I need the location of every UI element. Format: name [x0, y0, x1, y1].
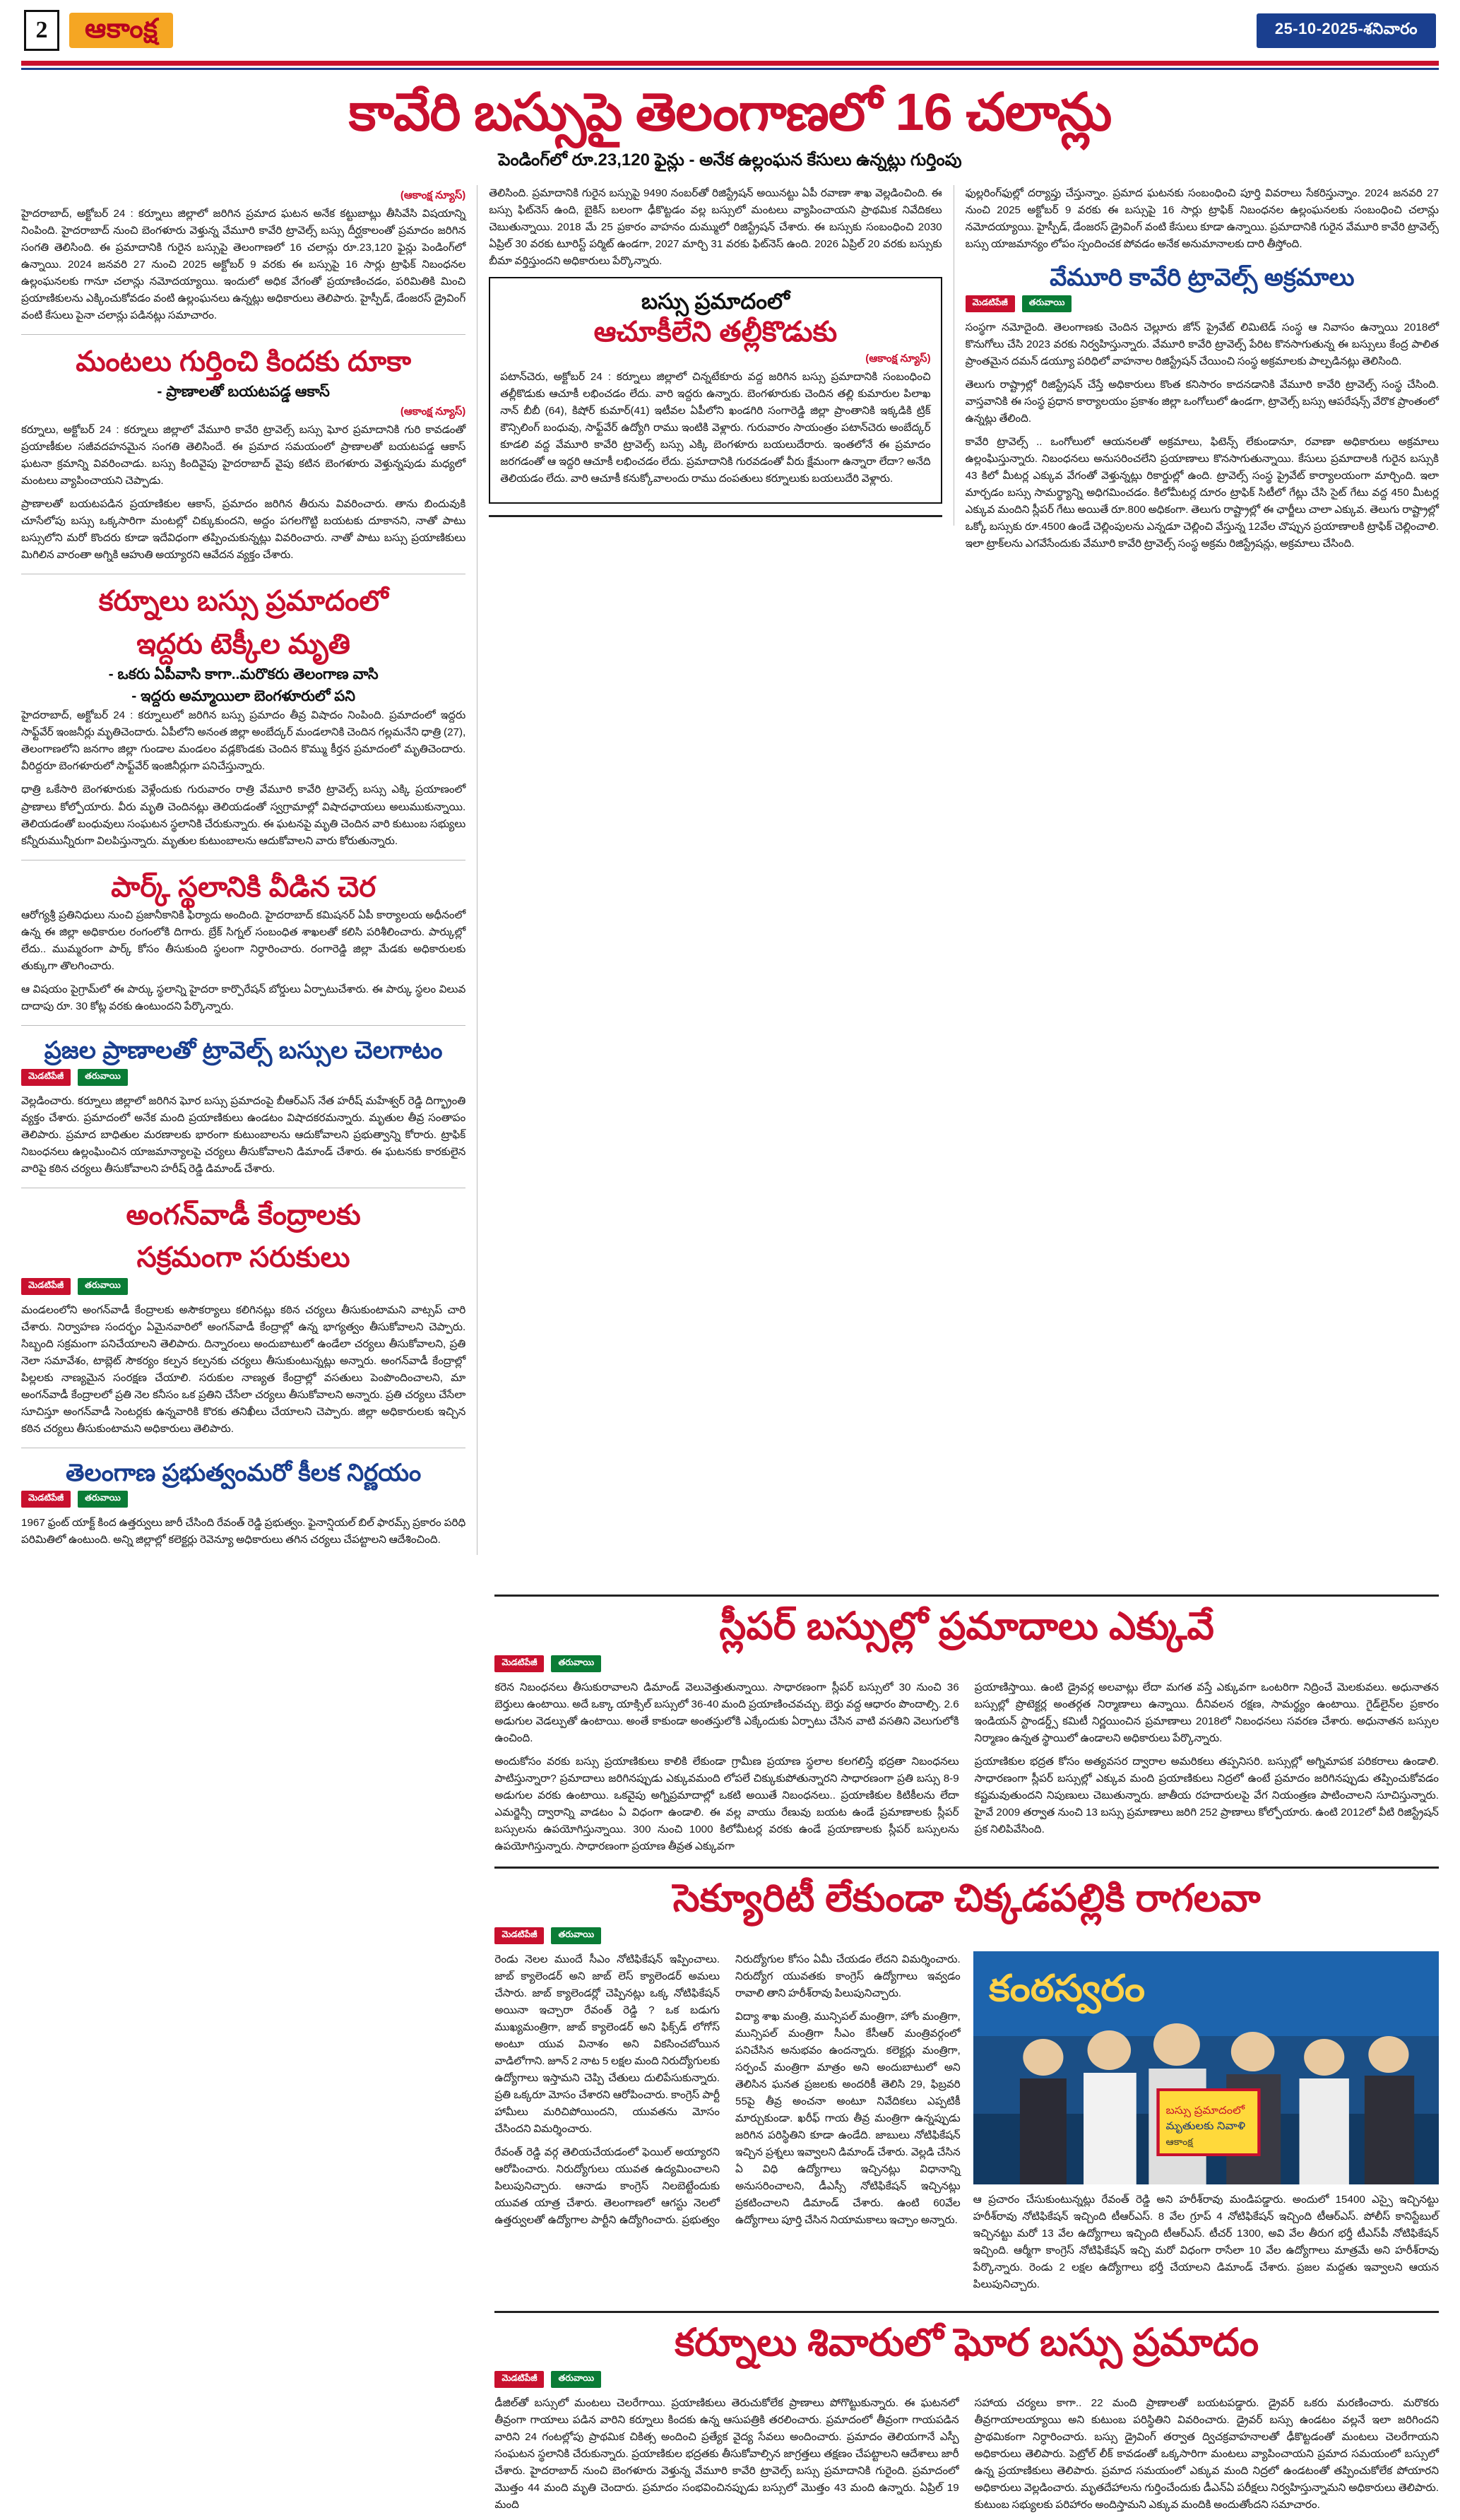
story3-para-1: ఆరోగ్యశ్రీ ప్రతినిధులు నుంచి ప్రజానీకానికి ఫిర్యాదు అందింది. హైదరాబాద్ కమిషనర్ ఏపీ కార్యాలయ అధీనంలో ఉన్న ఈ జిల్లా అధికారుల రంగంలోకి దిగారు. బ్రేక్ సిగ్నల్ సంబంధిత శాఖలతో కలిసి పరిశీలించారు. పార్కుల్లో లేదు.. ముమ్మరంగా పార్క్ కోసం తీసుకుంది స్థలంగా నిర్ధారించారు. రంగారెడ్డి జిల్లా మేడకు అధికారులకు తుక్కుగా తొలగించారు.	[21, 909, 466, 973]
continued-tag: తరువాయి	[551, 1927, 601, 1944]
brand-title: ఆకాంక్ష	[85, 14, 158, 44]
svg-text:మృతులకు నివాళి: మృతులకు నివాళి	[1165, 2120, 1245, 2132]
col3-story1-headline: వేమూరి కావేరి ట్రావెల్స్ అక్రమాలు	[1050, 264, 1355, 291]
story1-para-1: కర్నూలు, అక్టోబర్ 24 : కర్నూలు జిల్లాలో వేమూరి కావేరి ట్రావెల్స్ బస్సు ఘోర ప్రమాదానికి గురి కావడంతో ప్రయాణీకుల సజీవదహనమైన సంగతి తెలిసిందే. ఈ ప్రమాద సమయంలో ప్రాణాలతో బయటపడ్డ ఆకాస్ ఘటనా క్రమాన్ని వివరించాడు. బస్సు కిందివైపు హైదరాబాద్ వైపు కటిన బెంగళూరు వెళ్తున్నపుడు మధ్యలో మంటలు వ్యాపించాయని చెప్పాడు.	[21, 424, 466, 487]
col3-story1-para-3: కావేరి ట్రావెల్స్ .. ఒంగోలులో ఆయనలతో అక్రమాలు, ఫిటెన్స్ లేకుండానూ, రవాణా అధికారులు అక్రమాలు ఉల్లంఘిస్తున్నారు. నిబంధనలు అనుసరించలేని ప్రయాణాలు కొనసాగుతున్నాయి. కేసులు ప్రమాదాలకి గురైన బస్సుకి 43 కిలో మీటర్ల ఎక్కువ వేగంతో వెళ్తున్నట్లు రికార్డుల్లో ఉంది. ట్రావెల్స్ సంస్థ ప్రైవేట్ కార్యాలయంగా మార్చింది. ఇలా మార్చడం బస్సు సామర్థ్యాన్ని అధిగమించడం. కిలోమీటర్ల దూరం ట్రాఫిక్ సిటీలో గేట్లు చేసి సైట్ గేటు వద్ద 450 మీటర్ల ఎక్కువ మందిని స్లీపర్ గేటు అయితే రూ.800 అధికంగా. తెలుగు రాష్ట్రాల్లో ఈ ఛార్జీలు చాలా ఎక్కువ. తెలుగు రాష్ట్రాల్లో ఒక్కో బస్సుకు రూ.4500 ఉండే చెల్లింపులను ఎన్నడూ చెల్లించి వేస్తున్న 12వేల చొప్పున ప్రయాణాలకి ట్రాఫిక్ చెల్లించాలి. ఇలా ట్రాక్‌లను ఎగవేసేందుకు వేమూరి కావేరి ట్రావెల్స్ సంస్థ అక్రమ రిజిస్ట్రేషన్లు, అక్రమాలు చేసింది.	[965, 436, 1439, 550]
wide2-top-row	[494, 1951, 1439, 2300]
col3-story1-continued	[966, 295, 1439, 312]
divider	[494, 1867, 1439, 1869]
wide2-headline: సెక్యూరిటీ లేకుండా చిక్కడపల్లికి రాగలవా	[672, 1877, 1261, 1920]
wide-section-wrapper	[0, 1595, 1460, 2520]
continued-tag: తరువాయి	[78, 1278, 128, 1295]
story6-para-1: 1967 ఫ్రంట్ యాక్ట్ కింద ఉత్తర్వులు జారీ చేసింది రేవంత్ రెడ్డి ప్రభుత్వం. ఫైనాన్షియల్ బిల్ ఫారమ్స్ ప్రకారం పరిధి పరిమితిలో ఉంటుంది. అన్ని జిల్లాల్లో కలెక్టర్లు రెవెన్యూ అధికారులు తగిన చర్యలు చేపట్టాలని ఆదేశించింది.	[21, 1517, 466, 1546]
divider	[494, 2311, 1439, 2313]
story5-headline-line2: సక్రమంగా సరుకులు	[136, 1242, 350, 1274]
boxed-headline-line2: ఆచూకీలేని తల్లీకొడుకు	[593, 317, 838, 348]
story2-para-1: హైదరాబాద్, అక్టోబర్ 24 : కర్నూలులో జరిగిన బస్సు ప్రమాదం తీవ్ర విషాదం నింపింది. ప్రమాదంలో ఇద్దరు సాఫ్ట్‌వేర్ ఇంజనీర్లు మృతిచెందారు. ఏపీలోని అనంత జిల్లా అంబేద్కర్ మండలానికి చెందిన గల్లమనేని ధాత్రి (27), తెలంగాణలోని జనగాం జిల్లా గుండాల మండలం వడ్లకొండకు చెందిన కొమ్ము కీర్తన ప్రమాదంలో మృతిచెందారు. వీరిద్దరూ బెంగళూరులో సాఫ్ట్‌వేర్ ఇంజినీర్లుగా పనిచేస్తున్నారు.	[21, 709, 466, 773]
press-meet-photo	[973, 1951, 1439, 2184]
story3-para-2: ఆ విషయం పైగ్రామ్‌లో ఈ పార్కు స్థలాన్ని హైదరా కార్పొరేషన్ బోర్డులు ఏర్పాటుచేశారు. ఈ పార్కు స్థలం విలువ దాదాపు రూ. 30 కోట్ల వరకు ఉంటుందని పేర్కొన్నారు.	[21, 983, 466, 1013]
wide1-para-4: ప్రయాణికుల భద్రత కోసం అత్యవసర ద్వారాల అమరికలు తప్పనిసరి. బస్సుల్లో అగ్నిమాపక పరికరాలు ఉండాలి. సాధారణంగా స్లీపర్ బస్సుల్లో ఎక్కువ మంది ప్రయాణికులు నిద్రలో ఉంటే ప్రమాదం జరిగినప్పుడు తప్పించుకోవడం కష్టమవుతుందని నిపుణులు చెబుతున్నారు. జాతీయ రహదారులపై వేగ నియంత్రణ పాటించాలని సూచిస్తున్నారు. హైవే 2009 తర్వాత నుంచి 13 బస్సు ప్రమాణాలు జరిగి 252 ప్రాణాలు కోల్పోయారు. ఉంటి 2012లో వీటి రిజిస్ట్రేషన్ ప్రక నిలిపివేసింది.	[974, 1755, 1439, 1836]
col3-story1-para-2: తెలుగు రాష్ట్రాల్లో రిజిస్ట్రేషన్ చేస్తే అధికారులు కొంత కనిసారం కాదనడానికి వేమూరి కావేరి ట్రావెల్స్ సంస్థ చేసింది. వాస్తవానికి ఈ సంస్థ ప్రధాన కార్యాలయం ప్రకాశం జిల్లా ఒంగోలులో ఉండగా, ట్రావెల్స్ బస్సు ఆపరేషన్స్ వేరొక ప్రాంతంలో ఉన్నట్లు తేలింది.	[965, 379, 1439, 425]
continued-tag: తరువాయి	[551, 1655, 601, 1672]
wide1-para-3: ప్రయాణిస్తాయి. ఉంటి డ్రైవర్ల అలవాట్లు లేదా మగత వస్తే ఎక్కువగా ఒంటరిగా నిద్రించే మెలకువలు. అధునాతన బస్సుల్లో ప్రొటెక్టర్ల అంతర్గత నిర్మాణాలు ఉన్నాయి. దీనివలన రక్షణ, సామర్థ్యం ఉంటాయి. గైడ్‌లైన్‌ల ప్రకారం ఇండియన్ స్టాండర్డ్స్ కమిటీ నిర్ణయించిన ప్రమాణాలు 2018లో నిబంధనలు సవరణ చేశారు. అధునాతన బస్సుల నిర్మాణం ఉన్నత స్థాయిలో ఉండాలని అధికారులు పేర్కొన్నారు.	[974, 1681, 1439, 1744]
wide-section-offset	[494, 1595, 1439, 2520]
content-grid	[0, 178, 1460, 1584]
wide1-headline: స్లీపర్ బస్సుల్లో ప్రమాదాలు ఎక్కువే	[719, 1605, 1214, 1648]
story4-continued	[21, 1069, 465, 1086]
story1-byline: (ఆకాంక్ష న్యూస్)	[400, 406, 466, 418]
column-2	[477, 185, 954, 526]
story1-deck: - ప్రాణాలతో బయటపడ్డ ఆకాస్	[157, 383, 330, 400]
svg-text:కంఠస్వరం: కంఠస్వరం	[988, 1967, 1145, 2009]
wide2-para-2: రేవంత్ రెడ్డి వర్గ తెలియచేయడంలో ఫెయిల్ అయ్యారని ఆరోపించారు. నిరుద్యోగులు యువత ఉద్యమించాలని పిలుపునిచ్చారు. ఆనాడు కాంగ్రెస్ నిలబెట్టేందుకు యువత యాత్ర చేశారు. తెలంగాణలో ఆగస్టు నెలలో ఉత్తర్వులతో ఉద్యోగాల పార్టీని ఉద్యోగించారు. ప్రభుత్వం నిరుద్యోగుల కోసం ఏమీ చేయడం లేదని విమర్శించారు. నిరుద్యోగ యువతకు కాంగ్రెస్ ఉద్యోగాలు ఇవ్వడం రావాలి తాని హరీశ్‌రావు పిలుపునిచ్చారు.	[494, 1953, 961, 2226]
story2-headline-line2: ఇద్దరు టెక్కీల మృతి	[136, 629, 350, 661]
continued-tag: తరువాయి	[1022, 295, 1072, 312]
boxed-byline: (ఆకాంక్ష న్యూస్)	[865, 353, 931, 365]
wide2-photo-caption: ఆ ప్రచారం చేసుకుంటున్నట్లు రేవంత్ రెడ్డి అని హరీశ్‌రావు మండిపడ్డారు. అందులో 15400 ఎస్సై ఇచ్చినట్టు హరీశ్‌రావు నోటిఫికేషన్ ఇచ్చింది టీఆర్ఎస్. 8 వేల గ్రూప్ 4 నోటిఫికేషన్ ఇచ్చింది టీఆర్ఎస్. పోలీస్ కానిస్టేబుల్ ఇచ్చినట్టు మరో 13 వేల ఉద్యోగాలు ఇచ్చింది టీఆర్ఎస్. టీచర్ 1300, అవి వేల తీరుగ భర్తీ టీఎస్‌పీ నోటిఫికేషన్ ఇచ్చింది. ఆర్మీగా కాంగ్రెస్ నోటిఫికేషన్ ఇచ్చి మరో విధంగా రాసేలా 10 వేల ఉద్యోగాలు మాత్రమే అని హరీశ్‌రావు పేర్కొన్నారు. రెండు 2 లక్షల ఉద్యోగాలు భర్తీ చేయాలని డిమాండ్ చేశారు. ప్రజల మద్దతు ఇవ్వాలని ఆయన పిలుపునిచ్చారు.	[973, 2193, 1440, 2290]
col3-story1-para-1: సంస్థగా నమోదైంది. తెలంగాణకు చెందిన చెల్లూరు జోన్ ప్రైవేట్ లిమిటెడ్ సంస్థ ఆ నివాసం ఉన్నాయి 2018లో కొనుగోలు చేసి 2023 వరకు నిర్వహిస్తున్నారు. వేమూరి కావేరి ట్రావెల్స్ పేరిట కొనసాగుతున్న ఈ బస్సులు కేంద్ర పాలిత ప్రాంతమైన దమన్ డయ్యూ పరిధిలో వాహనాల రిజిస్ట్రేషన్ చేయించి సంస్థ అక్రమాలకు పాల్పడినట్లు తెలిసింది.	[965, 321, 1439, 368]
lead-para-3: ఫుల్లరింగ్‌ఫుల్లో దర్యాప్తు చేస్తున్నాం. ప్రమాద ఘటనకు సంబంధించి పూర్తి వివరాలు సేకరిస్తున్నాం. 2024 జనవరి 27 నుంచి 2025 అక్టోబర్ 9 వరకు ఈ బస్సుపై 16 సార్లు ట్రాఫిక్ నిబంధనల ఉల్లంఘనలకు సంబంధించి చలాన్లు నమోదయ్యాయి. హైస్పీడ్, డేంజరస్ డ్రైవింగ్ వంటి కేసులు కూడా ఉన్నాయి. ప్రమాదానికి గురైన వేమూరి కావేరి ట్రావెల్స్ బస్సు యాజమాన్యం లోపం స్పందించక పోవడం అనేక అనుమానాలకు దారి తీస్తోంది.	[965, 187, 1439, 250]
col3-story2-body	[494, 2395, 1439, 2520]
continued-from-tag: మెడటిపేజీ	[494, 2371, 544, 2388]
photo-illustration	[973, 1951, 1439, 2184]
story1-headline: మంటలు గుర్తించి కిందకు దూకా	[76, 346, 412, 378]
story5-headline-line1: అంగన్‌వాడీ కేంద్రాలకు	[126, 1199, 361, 1231]
lead-para-1: హైదరాబాద్, అక్టోబర్ 24 : కర్నూలు జిల్లాలో జరిగిన ప్రమాద ఘటన అనేక కట్టుబాట్లు తీసివేసి విషయాన్ని నింపింది. హైదరాబాద్ నుంచి బెంగళూరు వెళ్తున్న వేమూరి కావేరి ట్రావెల్స్ బస్సు దీర్ఘకాలంతో ప్రమాదం జరిగిన సంగతి తెలిసింది. ఈ ప్రమాదానికి గురైన బస్సుపై తెలంగాణలో 16 చలాన్లు రూ.23,120 ఫైన్లు పెండింగ్‌లో ఉన్నాయి. 2024 జనవరి 27 నుంచి 2025 అక్టోబర్ 9 వరకు ఈ బస్సుపై 16 సార్లు ట్రాఫిక్ నిబంధనల ఉల్లంఘనలకు గానూ చలాన్లు నమోదయ్యాయి. ఇందులో అధిక వేగంతో ప్రయాణించడం, పరిమితికి మించి ప్రయాణికులను ఎక్కించుకోవడం వంటి ఉల్లంఘనలు ఉన్నట్లు అధికారులు తెలిపారు. హైస్పీడ్, డేంజరస్ డ్రైవింగ్ వంటి కేసులు పైనా చలాన్లు పడినట్లు సమాచారం.	[21, 207, 466, 321]
brand-logo	[69, 13, 173, 48]
continued-from-tag: మెడటిపేజీ	[494, 1655, 544, 1672]
continued-from-tag: మెడటిపేజీ	[21, 1491, 71, 1508]
continued-from-tag: మెడటిపేజీ	[966, 295, 1015, 312]
lead-byline: (ఆకాంక్ష న్యూస్)	[400, 189, 466, 201]
wide1-para-1: కరెన నిబంధనలు తీసుకురావాలని డిమాండ్ వెలువెత్తుతున్నాయి. సాధారణంగా స్లీపర్ బస్సులో 30 నుంచి 36 బెర్తులు ఉంటాయి. అదే ఒక్కా యాక్సిల్ బస్సులో 36-40 మంది ప్రయాణించవచ్చు. బెర్తు వద్ద ఆధారం పొందాల్సి. 2.6 అడుగుల వెడల్పుతో ఉంటాయి. అంతే కాకుండా అంతస్తులోకి ఎక్కేందుకు ఏర్పాటు చేసిన వాటి వసతిని వెలుగులోకి ఉంచింది.	[494, 1681, 959, 1744]
wide2-para-3: విద్యా శాఖ మంత్రి, మున్సిపల్ మంత్రిగా, హోం మంత్రిగా, మున్సిపల్ మంత్రిగా సీఎం కేసీఆర్ మంత్రివర్గంలో పనిచేసిన అనుభవం ఉందన్నారు. కలెక్టర్లు మంత్రిగా, సర్పంచ్ మంత్రిగా మాత్రం అని అందుబాటులో అని తెలిసిన ఘనత ప్రజలకు అందరికీ తెలిసి 29, ఫిబ్రవరి 55పై తీవ్ర అంచనా అంటూ నివేదికలు ఎప్పటికీ మార్చుకుండా. ఖరీఫ్ గాయ తీవ్ర మంత్రిగా ఉన్నప్పుడు జరిగిన పరిస్థితిని కూడా ఉండేది. జాబులు నోటిఫికేషన్ ఇచ్చిన ప్రశ్నలు ఇవ్వాలని డిమాండ్ చేశారు. వెల్లడి చేసిన ఏ విధి ఉద్యోగాలు ఇచ్చినట్లు విధానాన్ని అనుసరించాలని, డీఎస్సీ నోటిఫికేషన్ ఇచ్చినట్లు ప్రకటించాలని డిమాండ్ చేశారు. ఉంటి 60వేల ఉద్యోగాలు పూర్తి చేసిన నియామకాలు ఇచ్చాం అన్నారు.	[735, 2010, 961, 2226]
col3-story2-continued	[494, 2371, 1439, 2388]
continued-tag: తరువాయి	[78, 1491, 128, 1508]
story3-headline: పార్క్ స్థలానికి వీడిన చెర	[111, 871, 376, 903]
story6-continued	[21, 1491, 465, 1508]
boxed-story	[489, 277, 942, 504]
story2-deck-1: - ఒకరు ఏపీవాసి కాగా..మరొకరు తెలంగాణ వాసి	[108, 666, 379, 682]
lead-subhead: పెండింగ్‌లో రూ.23,120 ఫైన్లు - అనేక ఉల్లంఘన కేసులు ఉన్నట్లు గుర్తింపు	[498, 150, 962, 170]
story2-headline-line1: కర్నూలు బస్సు ప్రమాదంలో	[98, 586, 388, 617]
col3-story2-para-1: డీజిల్‌తో బస్సులో మంటలు చెలరేగాయి. ప్రయాణికులు తెరుచుకోలేక ప్రాణాలు పోగొట్టుకున్నారు. ఈ ఘటనలో తీవ్రంగా గాయాలు పడిన వారిని కర్నూలు కిందకు ఉన్న ఆసుపత్రికి తరలించారు. ప్రమాదంలో తీవ్రంగా గాయపడిన వారిని 24 గంటల్లోపు ప్రాథమిక చికిత్స అందించి ప్రత్యేక వైద్య సేవలు అందించారు. ప్రమాదం తెలియగానే ఎస్పీ సంఘటన స్థలానికి చేరుకున్నారు. ప్రయాణికుల భద్రతకు తీసుకోవాల్సిన జాగ్రత్తలు తక్షణం చేపట్టాలని ఆదేశాలు జారీ చేశారు. హైదరాబాద్ నుంచి బెంగళూరు వెళ్తున్న వేమూరి కావేరి ట్రావెల్స్ బస్సు ప్రమాదానికి గురైంది. ప్రమాదంలో మొత్తం 44 మంది మృతి చెందారు. ప్రమాదం సంభవించినప్పుడు బస్సులో మొత్తం 43 మంది ఉన్నారు. ఏప్రిల్ 19 మంది	[494, 2397, 959, 2512]
story5-para-1: మండలంలోని అంగన్‌వాడీ కేంద్రాలకు అసౌకర్యాలు కలిగినట్లు కఠిన చర్యలు తీసుకుంటామని వాట్సప్ చారి చేశారు. నిర్వాహణ సందర్భం ఏమైనవారిలో అంగన్‌వాడీ కేంద్రాల్లో ఉన్న భాగ్యత్వం తీసుకోవాలని చెప్పారు. సిబ్బంది సక్రమంగా పనిచేయాలని తెలిపారు. దిన్నారంలు అందుబాటులో ఉండేలా చర్యలు తీసుకోవాలని, ప్రతి నెలా సమావేశం, టాబ్లెట్ సౌకర్యం కల్పన కల్పనకు చర్యలు తీసుకుంటున్నట్లు అన్నారు. అంగన్‌వాడీ కేంద్రాల్లో పిల్లలకు నాణ్యమైన సంరక్షణ చేయాలి. సరుకుల నాణ్యత కేంద్రాల్లో వసతులు పెంపొందించాలని, మా అంగన్‌వాడీ కేంద్రాలలో ప్రతి నెల కనీసం ఒక ప్రతిని చేసేలా చర్యలు తీసుకోవాలని అన్నారు. ప్రతి చర్యలు చేసేలా సూచిస్తూ అంగన్‌వాడీ సెంటర్లకు ఉన్నవారికి కొరకు తనిఖీలు చేయాలని చెప్పారు. జిల్లా అధికారులకు ఇచ్చిన కఠిన చర్యలు తీసుకుంటామని అధికారులు తెలిపారు.	[21, 1304, 466, 1436]
lead-headline: కావేరి బస్సుపై తెలంగాణలో 16 చలాన్లు	[348, 83, 1112, 141]
wide2-body-left	[494, 1951, 960, 2232]
col3-story2-para-2: సహాయ చర్యలు కాగా.. 22 మంది ప్రాణాలతో బయటపడ్డారు. డ్రైవర్ ఒకరు మరణించారు. మరొకరు తీవ్రగాయాలయ్యాయి అని కుటుంబ పరిస్థితిని వివరించారు. డ్రైవర్ బస్సు ఉండటం వల్లనే ఇలా జరిగిందని ప్రాథమికంగా నిర్ధారించారు. బస్సు డ్రైవింగ్ తర్వాత ద్విచక్రవాహనాలతో ఢీకొట్టడంతో మంటలు చెలరేగాయని అధికారులు తెలిపారు. పెట్రోల్ లీక్ కావడంతో ఒక్కసారిగా మంటలు వ్యాపించాయని ప్రమాద సమయంలో బస్సులో ఉన్న ప్రయాణికులు తెలిపారు. ప్రమాద సమయంలో ఎక్కువ మంది నిద్రలో ఉండటంతో తప్పించుకోలేక పోయారని అధికారులు వెల్లడించారు. మృతదేహాలను గుర్తించేందుకు డీఎన్ఏ పరీక్షలు నిర్వహిస్తున్నామని అధికారులు తెలిపారు. కుటుంబ సభ్యులకు పరిహారం అందిస్తామని ఎక్కువ మందికి అందుతోందని సమాచారం.	[974, 2397, 1439, 2512]
divider	[21, 334, 465, 335]
wide1-body	[494, 1679, 1439, 1855]
continued-tag: తరువాయి	[551, 2371, 601, 2388]
story5-continued	[21, 1278, 465, 1295]
continued-from-tag: మెడటిపేజీ	[494, 1927, 544, 1944]
date-badge: 25-10-2025-శనివారం	[1257, 13, 1436, 48]
boxed-headline-line1: బస్సు ప్రమాదంలో	[641, 288, 790, 314]
divider	[21, 1025, 465, 1026]
lead-section	[0, 70, 1460, 174]
story2-para-2: ధాత్రి ఒకేసారి బెంగళూరుకు వెళ్లేందుకు గురువారం రాత్రి వేమూరి కావేరి ట్రావెల్స్ బస్సు ఎక్కి ప్రయాణంలో ప్రాణాలు కోల్పోయారు. వీరు మృతి చెందినట్లు తెలియడంతో స్వగ్రామాల్లో విషాదఛాయలు అలుముకున్నాయి. తెలియడంతో బంధువులు సంఘటన స్థలానికి చేరుకున్నారు. ఈ ఘటనపై మృతి చెందిన వారి కుటుంబ సభ్యులు కన్నీరుమున్నీరుగా విలపిస్తున్నారు. మృతుల కుటుంబాలను ఆదుకోవాలని వారు కోరుతున్నారు.	[21, 783, 466, 847]
divider	[494, 1595, 1439, 1597]
continued-from-tag: మెడటిపేజీ	[21, 1069, 71, 1086]
wide2-photo-block	[973, 1951, 1439, 2300]
svg-text:ఆకాంక్ష: ఆకాంక్ష	[1165, 2136, 1193, 2147]
column-3	[954, 185, 1439, 559]
svg-text:బస్సు ప్రమాదంలో: బస్సు ప్రమాదంలో	[1165, 2105, 1245, 2117]
continued-tag: తరువాయి	[78, 1069, 128, 1086]
wide1-para-2: అందుకోసం వరకు బస్సు ప్రయాణికులు కాలికి లేకుండా గ్రామీణ ప్రయాణ స్థలాల కలగలిస్తే భద్రతా నిబంధనలు పాటిస్తున్నారా? ప్రమాదాలు జరిగినప్పుడు ఎక్కువమంది లోపలే చిక్కుకుపోతున్నారని సాధారణంగా ప్రతి బస్సు 8-9 అడుగుల వరకు ఉంటాయి. ఒకవైపు అగ్నిప్రమాదాల్లో ఒకటి అయితే నిబంధనలు.. ప్రయాణికుల కిటికీలను లేదా ఎమర్జెన్సీ ద్వారాన్ని వాడటం ఏ విధంగా ఉండాలి. ఈ వల్ల వాయు రేణువు బయట ఉండే ప్రమాణాలకు స్లీపర్ బస్సులను ఉపయోగిస్తున్నాయి. 300 నుంచి 1000 కిలోమీటర్ల వరకు ఉండే ప్రయాణాలకు స్లీపర్ బస్సులను ఉపయోగిస్తున్నారు. సాధారణంగా ప్రయాణ తీవ్రత ఎక్కువగా	[494, 1755, 959, 1853]
wide2-text-block	[494, 1951, 960, 2300]
divider	[489, 515, 942, 517]
page-number: 2	[24, 10, 59, 51]
photo-canvas	[973, 1951, 1439, 2184]
lead-para-2: తెలిసింది. ప్రమాదానికి గురైన బస్సుపై 9490 నంబర్‌తో రిజిస్ట్రేషన్ అయినట్టు ఏపీ రవాణా శాఖ వెల్లడించింది. ఈ బస్సు ఫిట్‌నెస్ ఉంది, బైకిస్ బలంగా ఢీకొట్టడం వల్ల బస్సులో మంటలు వ్యాపించాయని ప్రాథమిక నివేదికలు చెబుతున్నాయి. 2018 మే 25 ప్రకారం వాహనం దుమ్ములో రిజిస్ట్రేషన్ చేశారు. ఈ బస్సుకు సంబంధించి 2030 ఏప్రిల్ 30 వరకు టూరిస్ట్ పర్మిట్ ఉండగా, 2027 మార్చి 31 వరకు ఫిట్‌నెస్ ఉంది. 2026 ఏప్రిల్ 20 వరకు బస్సుకు బీమా వర్తిస్తుందని అధికారులు పేర్కొన్నారు.	[489, 187, 942, 267]
wide2-para-1: రెండు నెలల ముందే సీఎం నోటిఫికేషన్ ఇప్పించాలు. జాబ్ క్యాలెండర్ అని జాబ్ లెస్ క్యాలెండర్ అమలు చేసారు. జాబ్ క్యాలెండర్లో చెప్పినట్లు ఒక్క నోటిఫికేషన్ అయినా ఇచ్చారా రేవంత్ రెడ్డి ? ఒక బడుగు ముఖ్యమంత్రిగా, జాబ్ క్యాలెండర్ అని ఫిక్స్‌డ్ లోగోస్ అంటూ యువ వినాశం అని వికసించబోయిన వాడిలోగాని. జూన్ 2 నాట 5 లక్షల మంది నిరుద్యోగులకు ఉద్యోగాలు ఇస్తామని చెప్పి చేతులు దులిపేసుకున్నారు. ప్రతి ఒక్కరూ మోసం చేశారని ఆరోపించారు. కాంగ్రెస్ పార్టీ హామీలు మరిచిపోయిందని, యువతను మోసం చేసిందని విమర్శించారు.	[494, 1953, 720, 2135]
col3-story2-headline: కర్నూలు శివారులో ఘోర బస్సు ప్రమాదం	[675, 2321, 1259, 2364]
column-1	[21, 185, 477, 1556]
story6-headline: తెలంగాణ ప్రభుత్వంమరో కీలక నిర్ణయం	[66, 1460, 422, 1487]
masthead	[0, 0, 1460, 57]
wide2-continued	[494, 1927, 1439, 1944]
rule-red	[21, 61, 1439, 66]
story2-deck-2: - ఇద్దరు అమ్మాయిలా బెంగళూరులో పని	[131, 688, 355, 705]
boxed-para-1: పటాన్‌చెరు, అక్టోబర్ 24 : కర్నూలు జిల్లాలో చిన్నటేకూరు వద్ద జరిగిన బస్సు ప్రమాదానికి సంబంధించి తల్లీకొడుకు ఆచూకీ లభించడం లేదు. వారి ఇద్దరు ఉన్నారు. బెంగళూరుకు చెందిన తల్లి కుమారుల పిలాఖ నాన్ బీబీ (64), కిషోర్ కుమార్(41) ఇటీవల ఏపీలోని ఖండగిరి సంగారెడ్డి జిల్లా ప్రాంతానికి ఇక్కడికి ట్రిక్ కౌన్సిలింగ్ బంధువు, సాఫ్ట్‌వేర్ ఉద్యోగి రాము ఇంటికి వెళ్లారు. గురువారం సాయంత్రం పటాన్‌చెరు అంబేద్కర్ కూడలి వద్ద వేమూరి కావేరి ట్రావెల్స్ బస్సు ఎక్కి బెంగళూరు బయలుదేరారు. ఇంతలోనే ఈ ప్రమాదం జరగడంతో ఆ ఇద్దరి ఆచూకీ లభించడం లేదు. ప్రమాదానికి గురవడంతో వీరు క్షేమంగా ఉన్నారా లేదా? అనేది తెలియడం లేదు. వారి ఆచూకీ కనుక్కోవాలందు రాము దంపతులు కర్నూలుకు బయలుదేరి వెళ్లారు.	[500, 371, 931, 485]
story1-para-2: ప్రాణాలతో బయటపడిన ప్రయాణికుల ఆకాస్, ప్రమాదం జరిగిన తీరును వివరించారు. తాను బిందువుకి చూసేలోపు బస్సు ఒక్కసారిగా మంటల్లో చిక్కుకుందని, అద్దం పగలగొట్టి బయటకు దూకానని, నాతో పాటు బస్సులోని మరో కొందరు కూడా ఇదేవిధంగా తప్పించుకున్నట్లు వివరించారు. నాతో పాటు బస్సు ప్రయాణికులు మిగిలిన వారంతా అగ్నికి ఆహుతి అయ్యారని ఆవేదన వ్యక్తం చేశారు.	[21, 498, 466, 562]
continued-from-tag: మెడటిపేజీ	[21, 1278, 71, 1295]
story4-para-1: వెల్లడించారు. కర్నూలు జిల్లాలో జరిగిన ఘోర బస్సు ప్రమాదంపై బీఆర్ఎస్ నేత హరీష్ మహేశ్వర్ రెడ్డి దిగ్భ్రాంతి వ్యక్తం చేశారు. ప్రమాదంలో అనేక మంది ప్రయాణికులు ఉండటం విషాదకరమన్నారు. మృతుల తీవ్ర సంతాపం తెలిపారు. ప్రమాద బాధితుల మరణాలకు భారంగా కుటుంబాలను ఆదుకోవాలని ప్రభుత్వాన్ని కోరారు. ట్రాఫిక్ నిబంధనలు ఉల్లంఘించిన యాజమాన్యాలపై చర్యలు తీసుకోవాలని డిమాండ్ చేశారు. ఈ ఘటనకు కారకులైన వారిపై కఠిన చర్యలు తీసుకోవాలని హరీష్ రెడ్డి డిమాండ్ చేశారు.	[21, 1094, 466, 1175]
story4-headline: ప్రజల ప్రాణాలతో ట్రావెల్స్ బస్సుల చెలగాటం	[44, 1037, 443, 1065]
wide1-continued	[494, 1655, 1439, 1672]
